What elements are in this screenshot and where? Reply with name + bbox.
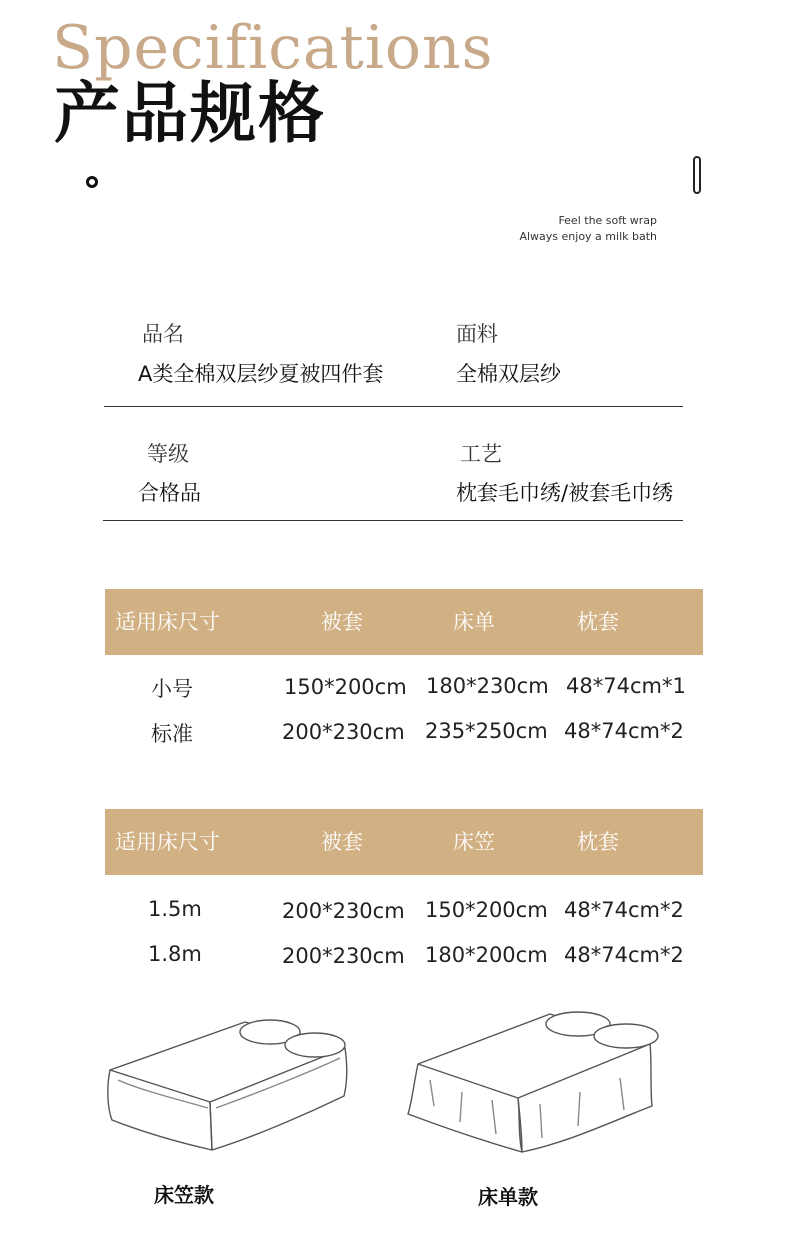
table2-cell: 150*200cm <box>425 898 548 922</box>
table1-header-size: 适用床尺寸 <box>115 610 220 634</box>
table2-header-fitted: 床笠 <box>453 830 495 854</box>
table2-header-size: 适用床尺寸 <box>115 830 220 854</box>
table2-cell: 48*74cm*2 <box>564 943 684 967</box>
spec-divider-1 <box>104 406 683 407</box>
spec-value-fabric: 全棉双层纱 <box>456 362 561 386</box>
table1-cell: 小号 <box>151 677 193 701</box>
circle-dot-icon <box>86 176 98 188</box>
spec-label-craft: 工艺 <box>460 442 502 466</box>
table1-cell: 48*74cm*1 <box>566 674 686 698</box>
table1-cell: 48*74cm*2 <box>564 719 684 743</box>
table2-cell: 1.8m <box>148 942 202 966</box>
tagline-line-2: Always enjoy a milk bath <box>519 230 657 243</box>
table2-cell: 1.5m <box>148 897 202 921</box>
spec-label-name: 品名 <box>142 322 184 346</box>
table2-cell: 200*230cm <box>282 899 405 923</box>
spec-value-name: A类全棉双层纱夏被四件套 <box>138 362 384 386</box>
table1-cell: 235*250cm <box>425 719 548 743</box>
table1-header <box>105 589 703 655</box>
spec-divider-2 <box>103 520 683 521</box>
spec-label-fabric: 面料 <box>456 322 498 346</box>
table1-cell: 200*230cm <box>282 720 405 744</box>
title-english: Specifications <box>52 13 494 83</box>
spec-value-craft: 枕套毛巾绣/被套毛巾绣 <box>456 481 674 505</box>
table2-header <box>105 809 703 875</box>
table2-cell: 200*230cm <box>282 944 405 968</box>
spec-value-grade: 合格品 <box>138 481 201 505</box>
vertical-pill-icon <box>693 156 701 194</box>
table1-cell: 180*230cm <box>426 674 549 698</box>
spec-label-grade: 等级 <box>147 442 189 466</box>
table2-header-duvet: 被套 <box>321 830 363 854</box>
flat-sheet-caption: 床单款 <box>478 1185 538 1209</box>
title-chinese: 产品规格 <box>54 75 326 152</box>
table1-cell: 150*200cm <box>284 675 407 699</box>
tagline-line-1: Feel the soft wrap <box>558 214 657 227</box>
table1-header-duvet: 被套 <box>321 610 363 634</box>
table1-cell: 标准 <box>151 722 193 746</box>
fitted-sheet-bed-illustration <box>100 1010 360 1160</box>
table1-header-pillow: 枕套 <box>577 610 619 634</box>
table2-cell: 48*74cm*2 <box>564 898 684 922</box>
fitted-sheet-caption: 床笠款 <box>154 1183 214 1207</box>
table2-cell: 180*200cm <box>425 943 548 967</box>
flat-sheet-bed-illustration <box>400 1002 670 1162</box>
table2-header-pillow: 枕套 <box>577 830 619 854</box>
table1-header-sheet: 床单 <box>453 610 495 634</box>
